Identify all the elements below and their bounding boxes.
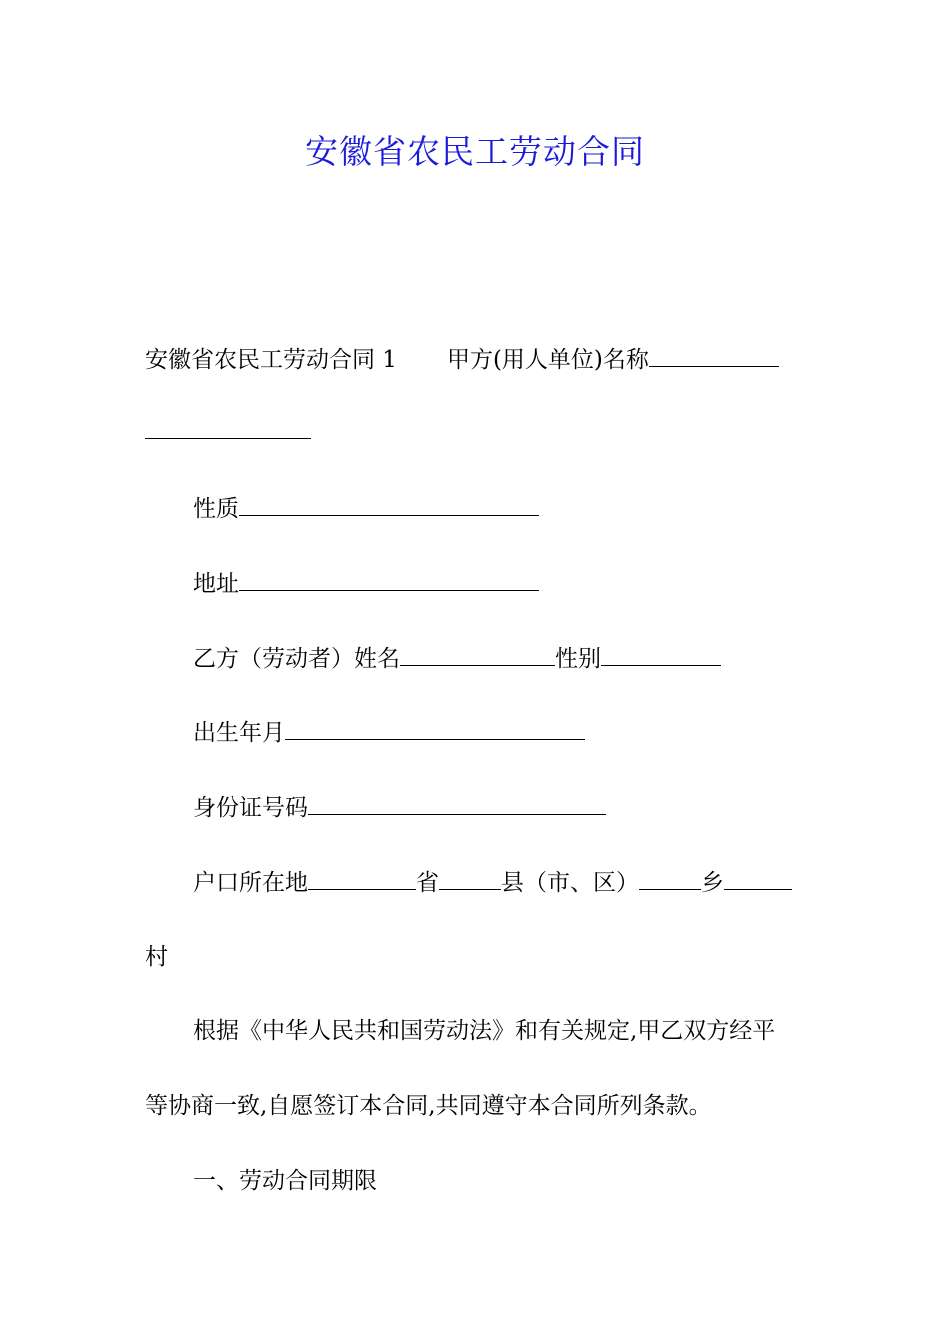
birth-label: 出生年月 xyxy=(193,720,285,746)
birth-blank[interactable] xyxy=(285,717,585,740)
address-blank[interactable] xyxy=(239,568,539,591)
section-heading-contract-term: 一、劳动合同期限 xyxy=(193,1168,377,1194)
party-a-label: 甲方(用人单位)名称 xyxy=(446,347,649,373)
county-blank[interactable] xyxy=(439,867,501,890)
hukou-line xyxy=(193,867,792,897)
birth-line xyxy=(193,717,585,747)
party-a-name-blank[interactable] xyxy=(649,344,779,367)
party-b-name-blank[interactable] xyxy=(400,643,555,666)
party-b-name-label: 乙方（劳动者）姓名 xyxy=(193,646,400,672)
province-blank[interactable] xyxy=(308,867,416,890)
gender-blank[interactable] xyxy=(601,643,721,666)
gender-label: 性别 xyxy=(555,646,601,672)
party-b-line xyxy=(193,643,721,673)
id-line xyxy=(193,792,606,822)
id-label: 身份证号码 xyxy=(193,795,308,821)
township-label: 乡 xyxy=(701,870,724,896)
doc-reference: 安徽省农民工劳动合同 1 xyxy=(145,347,397,373)
party-a-name-continuation xyxy=(145,416,311,446)
province-label: 省 xyxy=(416,870,439,896)
village-blank[interactable] xyxy=(724,867,792,890)
hukou-label: 户口所在地 xyxy=(193,870,308,896)
township-blank[interactable] xyxy=(639,867,701,890)
village-label: 村 xyxy=(145,944,168,970)
party-a-name-blank-continued[interactable] xyxy=(145,416,311,439)
nature-label: 性质 xyxy=(193,496,239,522)
document-title: 安徽省农民工劳动合同 xyxy=(305,132,645,171)
county-label: 县（市、区） xyxy=(501,870,639,896)
paragraph-line-2: 等协商一致,自愿签订本合同,共同遵守本合同所列条款。 xyxy=(145,1093,712,1119)
nature-line xyxy=(193,493,539,523)
village-line xyxy=(145,942,168,972)
intro-line xyxy=(145,344,779,374)
paragraph-line-1: 根据《中华人民共和国劳动法》和有关规定,甲乙双方经平 xyxy=(193,1018,776,1044)
nature-blank[interactable] xyxy=(239,493,539,516)
address-label: 地址 xyxy=(193,571,239,597)
id-blank[interactable] xyxy=(308,792,606,815)
address-line xyxy=(193,568,539,598)
